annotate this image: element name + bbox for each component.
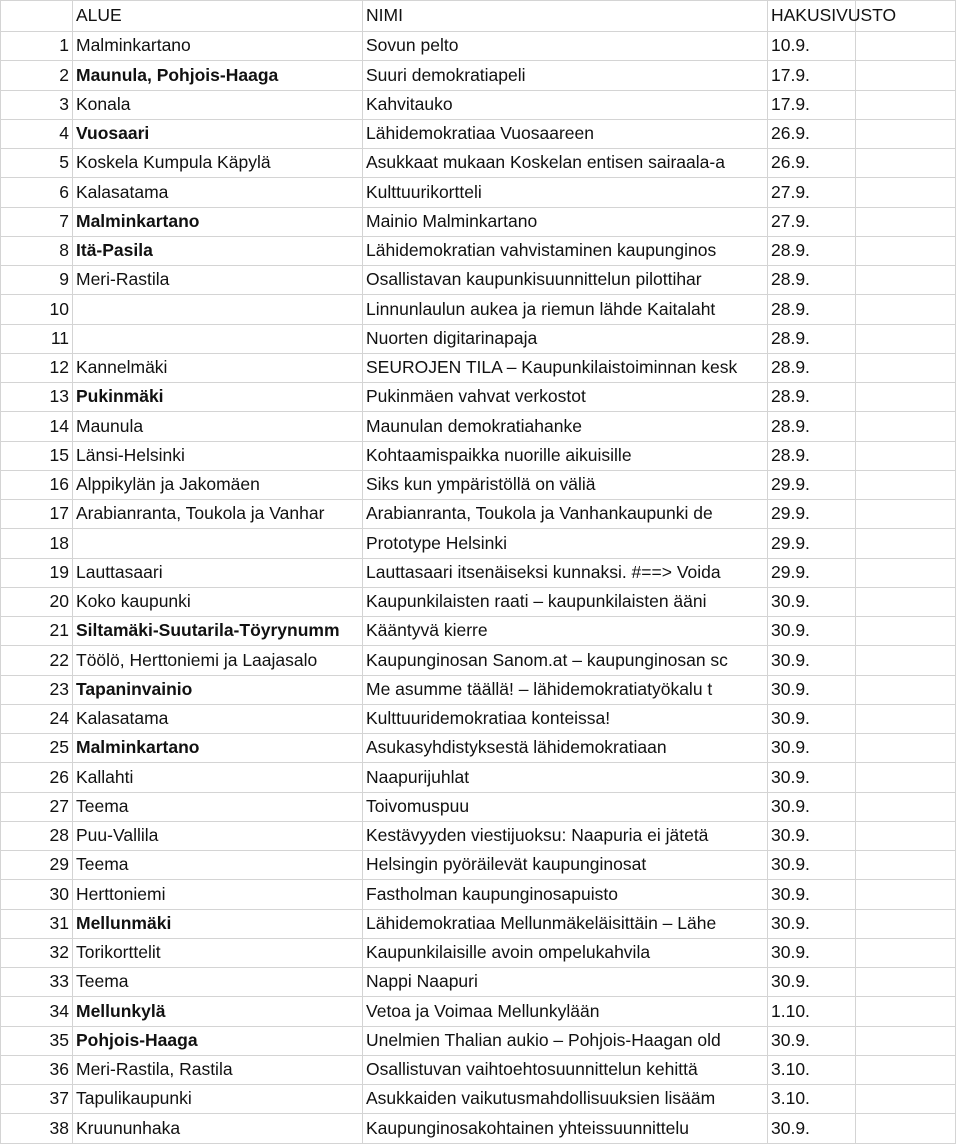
empty-cell[interactable]: [856, 266, 956, 295]
row-number-cell[interactable]: 5: [1, 149, 73, 178]
row-number-cell[interactable]: 11: [1, 324, 73, 353]
header-row: [1, 1, 956, 32]
nimi-cell[interactable]: Fastholman kaupunginosapuisto: [363, 880, 768, 909]
table-row: [1, 207, 956, 236]
table-row: [1, 617, 956, 646]
row-number-cell[interactable]: 22: [1, 646, 73, 675]
alue-cell[interactable]: [73, 295, 363, 324]
alue-cell[interactable]: Vuosaari: [73, 119, 363, 148]
nimi-cell[interactable]: SEUROJEN TILA – Kaupunkilaistoiminnan kesk: [363, 353, 768, 382]
alue-cell[interactable]: Mellunkylä: [73, 997, 363, 1026]
alue-cell[interactable]: Teema: [73, 851, 363, 880]
hakusivusto-cell[interactable]: 28.9.: [768, 441, 856, 470]
empty-cell[interactable]: [856, 90, 956, 119]
row-number-cell[interactable]: 14: [1, 412, 73, 441]
hakusivusto-cell[interactable]: 3.10.: [768, 1085, 856, 1114]
hakusivusto-cell[interactable]: 26.9.: [768, 119, 856, 148]
table-row: [1, 704, 956, 733]
row-number-cell[interactable]: 18: [1, 529, 73, 558]
alue-cell[interactable]: Puu-Vallila: [73, 821, 363, 850]
alue-cell[interactable]: Torikorttelit: [73, 938, 363, 967]
row-number-cell[interactable]: 17: [1, 500, 73, 529]
nimi-cell[interactable]: Toivomuspuu: [363, 792, 768, 821]
table-row: [1, 178, 956, 207]
table-row: [1, 383, 956, 412]
alue-cell[interactable]: Arabianranta, Toukola ja Vanhar: [73, 500, 363, 529]
empty-cell[interactable]: [856, 880, 956, 909]
row-number-cell[interactable]: 25: [1, 734, 73, 763]
alue-cell[interactable]: Malminkartano: [73, 734, 363, 763]
table-row: [1, 587, 956, 616]
row-number-cell[interactable]: 12: [1, 353, 73, 382]
hakusivusto-cell[interactable]: 30.9.: [768, 763, 856, 792]
hakusivusto-cell[interactable]: 30.9.: [768, 646, 856, 675]
table-row: [1, 851, 956, 880]
table-row: [1, 295, 956, 324]
row-number-cell[interactable]: 9: [1, 266, 73, 295]
empty-cell[interactable]: [856, 646, 956, 675]
alue-cell[interactable]: Länsi-Helsinki: [73, 441, 363, 470]
header-alue-cell[interactable]: ALUE: [73, 1, 363, 32]
nimi-cell[interactable]: Kahvitauko: [363, 90, 768, 119]
hakusivusto-cell[interactable]: 30.9.: [768, 617, 856, 646]
hakusivusto-cell[interactable]: 28.9.: [768, 236, 856, 265]
alue-cell[interactable]: Kannelmäki: [73, 353, 363, 382]
row-number-cell[interactable]: 7: [1, 207, 73, 236]
table-row: [1, 266, 956, 295]
row-number-cell[interactable]: 2: [1, 61, 73, 90]
hakusivusto-cell[interactable]: 10.9.: [768, 32, 856, 61]
nimi-cell[interactable]: Kulttuurikortteli: [363, 178, 768, 207]
nimi-cell[interactable]: Asukkaat mukaan Koskelan entisen sairaala-a: [363, 149, 768, 178]
empty-cell[interactable]: [856, 968, 956, 997]
table-row: [1, 149, 956, 178]
hakusivusto-cell[interactable]: 26.9.: [768, 149, 856, 178]
empty-cell[interactable]: [856, 1085, 956, 1114]
row-number-cell[interactable]: 21: [1, 617, 73, 646]
hakusivusto-cell[interactable]: 30.9.: [768, 587, 856, 616]
row-number-cell[interactable]: 27: [1, 792, 73, 821]
hakusivusto-cell[interactable]: 30.9.: [768, 792, 856, 821]
alue-cell[interactable]: Alppikylän ja Jakomäen: [73, 470, 363, 499]
hakusivusto-cell[interactable]: 29.9.: [768, 470, 856, 499]
table-row: [1, 792, 956, 821]
nimi-cell[interactable]: Linnunlaulun aukea ja riemun lähde Kaitalaht: [363, 295, 768, 324]
row-number-cell[interactable]: 38: [1, 1114, 73, 1143]
table-row: [1, 968, 956, 997]
nimi-cell[interactable]: Nappi Naapuri: [363, 968, 768, 997]
alue-cell[interactable]: Teema: [73, 968, 363, 997]
nimi-cell[interactable]: Helsingin pyöräilevät kaupunginosat: [363, 851, 768, 880]
table-row: [1, 1085, 956, 1114]
hakusivusto-cell[interactable]: 29.9.: [768, 558, 856, 587]
hakusivusto-cell[interactable]: 27.9.: [768, 207, 856, 236]
nimi-cell[interactable]: Osallistavan kaupunkisuunnittelun pilottihar: [363, 266, 768, 295]
table-row: [1, 675, 956, 704]
row-number-cell[interactable]: 16: [1, 470, 73, 499]
row-number-cell[interactable]: 32: [1, 938, 73, 967]
table-row: [1, 763, 956, 792]
hakusivusto-cell[interactable]: 28.9.: [768, 412, 856, 441]
row-number-cell[interactable]: 35: [1, 1026, 73, 1055]
alue-cell[interactable]: Malminkartano: [73, 32, 363, 61]
empty-cell[interactable]: [856, 295, 956, 324]
empty-cell[interactable]: [856, 119, 956, 148]
hakusivusto-cell[interactable]: 17.9.: [768, 61, 856, 90]
table-row: [1, 1026, 956, 1055]
header-nimi-cell[interactable]: NIMI: [363, 1, 768, 32]
row-number-cell[interactable]: 37: [1, 1085, 73, 1114]
row-number-cell[interactable]: 19: [1, 558, 73, 587]
nimi-cell[interactable]: Pukinmäen vahvat verkostot: [363, 383, 768, 412]
hakusivusto-cell[interactable]: 30.9.: [768, 1114, 856, 1143]
alue-cell[interactable]: Meri-Rastila, Rastila: [73, 1055, 363, 1084]
hakusivusto-cell[interactable]: 30.9.: [768, 675, 856, 704]
row-number-cell[interactable]: 15: [1, 441, 73, 470]
row-number-cell[interactable]: 33: [1, 968, 73, 997]
empty-cell[interactable]: [856, 792, 956, 821]
alue-cell[interactable]: Kalasatama: [73, 178, 363, 207]
empty-cell[interactable]: [856, 938, 956, 967]
alue-cell[interactable]: Meri-Rastila: [73, 266, 363, 295]
hakusivusto-cell[interactable]: 30.9.: [768, 704, 856, 733]
table-row: [1, 412, 956, 441]
nimi-cell[interactable]: Asukkaiden vaikutusmahdollisuuksien lisääm: [363, 1085, 768, 1114]
nimi-cell[interactable]: Kaupunkilaisten raati – kaupunkilaisten ääni: [363, 587, 768, 616]
nimi-cell[interactable]: Kaupunginosan Sanom.at – kaupunginosan sc: [363, 646, 768, 675]
nimi-cell[interactable]: Kohtaamispaikka nuorille aikuisille: [363, 441, 768, 470]
nimi-cell[interactable]: Nuorten digitarinapaja: [363, 324, 768, 353]
row-number-cell[interactable]: 23: [1, 675, 73, 704]
alue-cell[interactable]: Herttoniemi: [73, 880, 363, 909]
row-number-cell[interactable]: 1: [1, 32, 73, 61]
nimi-cell[interactable]: Prototype Helsinki: [363, 529, 768, 558]
table-row: [1, 32, 956, 61]
table-row: [1, 880, 956, 909]
nimi-cell[interactable]: Kaupunkilaisille avoin ompelukahvila: [363, 938, 768, 967]
table-body: [1, 32, 956, 1144]
table-row: [1, 558, 956, 587]
hakusivusto-cell[interactable]: 29.9.: [768, 529, 856, 558]
empty-cell[interactable]: [856, 500, 956, 529]
empty-cell[interactable]: [856, 149, 956, 178]
hakusivusto-cell[interactable]: 28.9.: [768, 383, 856, 412]
empty-cell[interactable]: [856, 558, 956, 587]
nimi-cell[interactable]: Lähidemokratiaa Vuosaareen: [363, 119, 768, 148]
table-row: [1, 821, 956, 850]
row-number-cell[interactable]: 4: [1, 119, 73, 148]
hakusivusto-cell[interactable]: 27.9.: [768, 178, 856, 207]
table-row: [1, 1055, 956, 1084]
empty-cell[interactable]: [856, 1026, 956, 1055]
table-row: [1, 529, 956, 558]
hakusivusto-cell[interactable]: 30.9.: [768, 1026, 856, 1055]
table-row: [1, 997, 956, 1026]
header-hakusivusto-cell[interactable]: HAKUSIVUSTO: [768, 1, 856, 32]
hakusivusto-cell[interactable]: 1.10.: [768, 997, 856, 1026]
table-row: [1, 646, 956, 675]
hakusivusto-cell[interactable]: 30.9.: [768, 734, 856, 763]
hakusivusto-cell[interactable]: 30.9.: [768, 968, 856, 997]
hakusivusto-cell[interactable]: 3.10.: [768, 1055, 856, 1084]
table-row: [1, 324, 956, 353]
empty-cell[interactable]: [856, 32, 956, 61]
nimi-cell[interactable]: Osallistuvan vaihtoehtosuunnittelun kehittä: [363, 1055, 768, 1084]
nimi-cell[interactable]: Vetoa ja Voimaa Mellunkylään: [363, 997, 768, 1026]
row-number-cell[interactable]: 6: [1, 178, 73, 207]
nimi-cell[interactable]: Kulttuuridemokratiaa konteissa!: [363, 704, 768, 733]
alue-cell[interactable]: Maunula, Pohjois-Haaga: [73, 61, 363, 90]
row-number-cell[interactable]: 20: [1, 587, 73, 616]
nimi-cell[interactable]: Asukasyhdistyksestä lähidemokratiaan: [363, 734, 768, 763]
table-row: [1, 236, 956, 265]
empty-cell[interactable]: [856, 178, 956, 207]
hakusivusto-cell[interactable]: 30.9.: [768, 821, 856, 850]
nimi-cell[interactable]: Kääntyvä kierre: [363, 617, 768, 646]
row-number-cell[interactable]: 26: [1, 763, 73, 792]
table-row: [1, 90, 956, 119]
alue-cell[interactable]: Koko kaupunki: [73, 587, 363, 616]
table-row: [1, 470, 956, 499]
nimi-cell[interactable]: Maunulan demokratiahanke: [363, 412, 768, 441]
nimi-cell[interactable]: Lauttasaari itsenäiseksi kunnaksi. #==> Voida: [363, 558, 768, 587]
row-number-cell[interactable]: 24: [1, 704, 73, 733]
row-number-cell[interactable]: 30: [1, 880, 73, 909]
alue-cell[interactable]: [73, 324, 363, 353]
nimi-cell[interactable]: Kaupunginosakohtainen yhteissuunnittelu: [363, 1114, 768, 1143]
hakusivusto-cell[interactable]: 29.9.: [768, 500, 856, 529]
row-number-cell[interactable]: 8: [1, 236, 73, 265]
empty-cell[interactable]: [856, 763, 956, 792]
alue-cell[interactable]: Lauttasaari: [73, 558, 363, 587]
nimi-cell[interactable]: Naapurijuhlat: [363, 763, 768, 792]
row-number-cell[interactable]: 28: [1, 821, 73, 850]
empty-cell[interactable]: [856, 383, 956, 412]
empty-cell[interactable]: [856, 851, 956, 880]
empty-cell[interactable]: [856, 412, 956, 441]
row-number-cell[interactable]: 10: [1, 295, 73, 324]
table-row: [1, 353, 956, 382]
nimi-cell[interactable]: Sovun pelto: [363, 32, 768, 61]
row-number-cell[interactable]: 29: [1, 851, 73, 880]
alue-cell[interactable]: Kruununhaka: [73, 1114, 363, 1143]
alue-cell[interactable]: Teema: [73, 792, 363, 821]
alue-cell[interactable]: Tapaninvainio: [73, 675, 363, 704]
empty-cell[interactable]: [856, 821, 956, 850]
hakusivusto-cell[interactable]: 30.9.: [768, 851, 856, 880]
alue-cell[interactable]: Töölö, Herttoniemi ja Laajasalo: [73, 646, 363, 675]
nimi-cell[interactable]: Me asumme täällä! – lähidemokratiatyökalu t: [363, 675, 768, 704]
nimi-cell[interactable]: Mainio Malminkartano: [363, 207, 768, 236]
hakusivusto-cell[interactable]: 30.9.: [768, 938, 856, 967]
empty-cell[interactable]: [856, 909, 956, 938]
nimi-cell[interactable]: Kestävyyden viestijuoksu: Naapuria ei jätetä: [363, 821, 768, 850]
alue-cell[interactable]: Malminkartano: [73, 207, 363, 236]
table-row: [1, 61, 956, 90]
nimi-cell[interactable]: Unelmien Thalian aukio – Pohjois-Haagan old: [363, 1026, 768, 1055]
row-number-cell[interactable]: 13: [1, 383, 73, 412]
nimi-cell[interactable]: Siks kun ympäristöllä on väliä: [363, 470, 768, 499]
hakusivusto-cell[interactable]: 28.9.: [768, 353, 856, 382]
empty-cell[interactable]: [856, 61, 956, 90]
alue-cell[interactable]: Mellunmäki: [73, 909, 363, 938]
alue-cell[interactable]: Konala: [73, 90, 363, 119]
empty-cell[interactable]: [856, 353, 956, 382]
hakusivusto-cell[interactable]: 28.9.: [768, 295, 856, 324]
alue-cell[interactable]: Koskela Kumpula Käpylä: [73, 149, 363, 178]
hakusivusto-cell[interactable]: 17.9.: [768, 90, 856, 119]
nimi-cell[interactable]: Lähidemokratian vahvistaminen kaupunginos: [363, 236, 768, 265]
empty-cell[interactable]: [856, 470, 956, 499]
empty-cell[interactable]: [856, 441, 956, 470]
alue-cell[interactable]: Itä-Pasila: [73, 236, 363, 265]
hakusivusto-cell[interactable]: 30.9.: [768, 909, 856, 938]
table-row: [1, 1114, 956, 1143]
hakusivusto-cell[interactable]: 28.9.: [768, 266, 856, 295]
row-number-cell[interactable]: 36: [1, 1055, 73, 1084]
empty-cell[interactable]: [856, 1055, 956, 1084]
empty-cell[interactable]: [856, 207, 956, 236]
row-number-cell[interactable]: 34: [1, 997, 73, 1026]
table-row: [1, 909, 956, 938]
empty-cell[interactable]: [856, 617, 956, 646]
nimi-cell[interactable]: Suuri demokratiapeli: [363, 61, 768, 90]
empty-cell[interactable]: [856, 704, 956, 733]
empty-cell[interactable]: [856, 529, 956, 558]
empty-cell[interactable]: [856, 1114, 956, 1143]
alue-cell[interactable]: Kalasatama: [73, 704, 363, 733]
alue-cell[interactable]: Pukinmäki: [73, 383, 363, 412]
empty-cell[interactable]: [856, 675, 956, 704]
table-row: [1, 441, 956, 470]
table-row: [1, 500, 956, 529]
empty-cell[interactable]: [856, 734, 956, 763]
table-row: [1, 119, 956, 148]
hakusivusto-cell[interactable]: 28.9.: [768, 324, 856, 353]
table-row: [1, 734, 956, 763]
row-number-cell[interactable]: 31: [1, 909, 73, 938]
hakusivusto-cell[interactable]: 30.9.: [768, 880, 856, 909]
alue-cell[interactable]: Tapulikaupunki: [73, 1085, 363, 1114]
nimi-cell[interactable]: Lähidemokratiaa Mellunmäkeläisittäin – Lähe: [363, 909, 768, 938]
empty-cell[interactable]: [856, 587, 956, 616]
header-number-cell[interactable]: [1, 1, 73, 32]
empty-cell[interactable]: [856, 324, 956, 353]
alue-cell[interactable]: Kallahti: [73, 763, 363, 792]
table-row: [1, 938, 956, 967]
row-number-cell[interactable]: 3: [1, 90, 73, 119]
empty-cell[interactable]: [856, 997, 956, 1026]
empty-cell[interactable]: [856, 236, 956, 265]
alue-cell[interactable]: Siltamäki-Suutarila-Töyrynumm: [73, 617, 363, 646]
alue-cell[interactable]: Maunula: [73, 412, 363, 441]
alue-cell[interactable]: [73, 529, 363, 558]
nimi-cell[interactable]: Arabianranta, Toukola ja Vanhankaupunki de: [363, 500, 768, 529]
alue-cell[interactable]: Pohjois-Haaga: [73, 1026, 363, 1055]
